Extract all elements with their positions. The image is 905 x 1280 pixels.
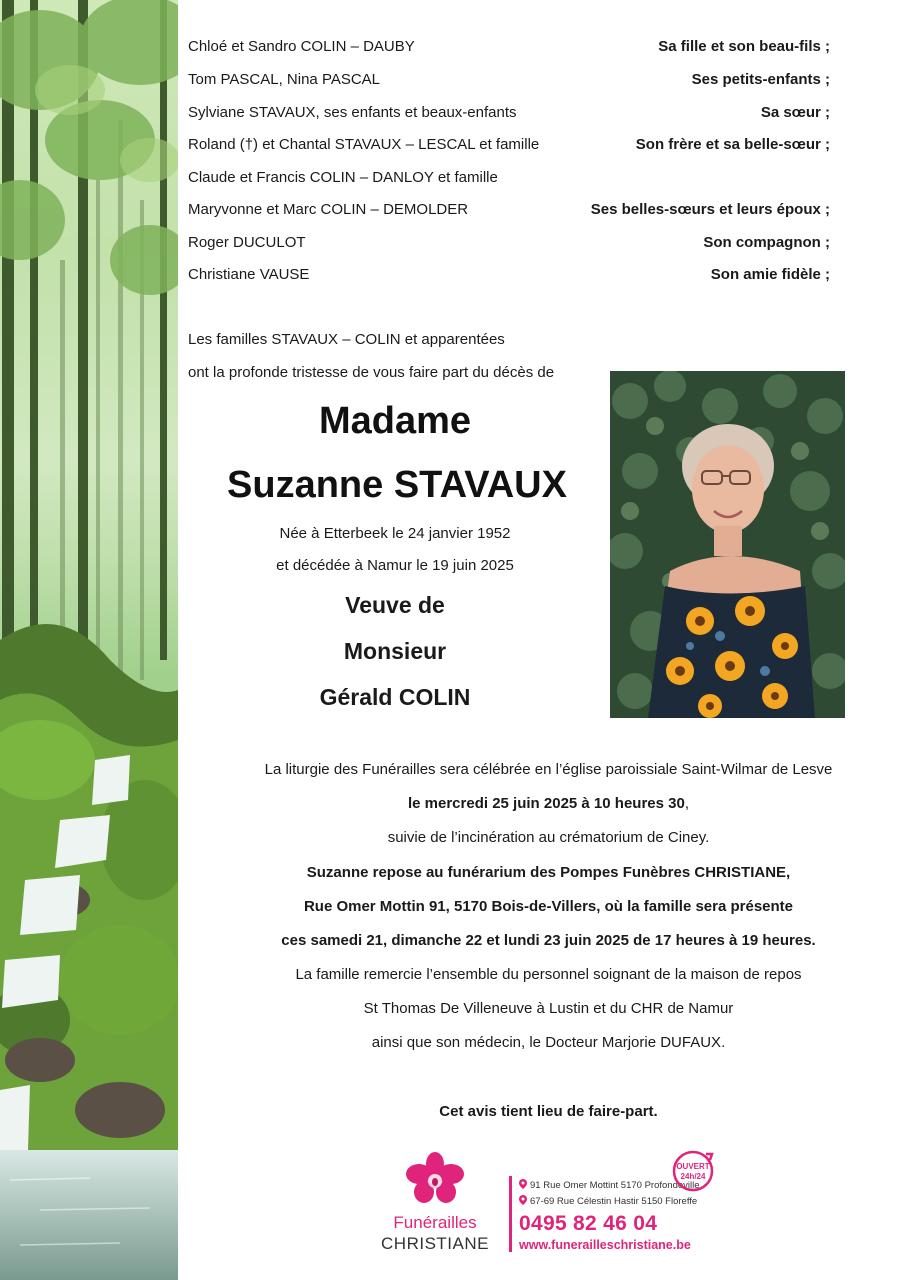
address-text: 67-69 Rue Célestin Hastir 5150 Floreffe [530,1196,698,1207]
ceremony-line: ces samedi 21, dimanche 22 et lundi 23 juin 2025 de 17 heures à 19 heures. [281,932,816,949]
funeral-home-name: CHRISTIANE [381,1234,489,1253]
monsieur-label: Monsieur [343,638,447,664]
badge-text: OUVERT [676,1162,710,1171]
phone-number[interactable]: 0495 82 46 04 [519,1212,658,1235]
ceremony-date-line [200,795,897,812]
family-member-name: Claude et Francis COLIN – DANLOY et famille [188,169,498,186]
family-row [188,234,830,256]
spouse-name: Gérald COLIN [319,684,471,710]
family-row [188,71,830,93]
address-line [519,1195,697,1207]
open-24h-badge-icon [670,1148,716,1194]
deceased-name: Suzanne STAVAUX [227,464,567,506]
thanks-line: ainsi que son médecin, le Docteur Marjorie DUFAUX. [371,1034,726,1051]
family-relation: Son frère et sa belle-sœur ; [635,136,830,153]
deceased-portrait-photo [610,371,845,718]
family-member-name: Maryvonne et Marc COLIN – DEMOLDER [188,201,469,218]
family-relation: Son compagnon ; [703,234,830,251]
orchid-logo-icon [405,1152,465,1204]
funeral-home-name: Funérailles [393,1213,477,1232]
location-pin-icon [519,1179,527,1189]
ceremony-line: La liturgie des Funérailles sera célébrée en l’église paroissiale Saint-Wilmar de Lesve [264,761,833,778]
family-relation: Sa fille et son beau-fils ; [658,38,830,55]
family-row [188,266,830,288]
address-text: 91 Rue Omer Mottint 5170 Profondeville [530,1180,700,1191]
contact-divider [509,1176,512,1252]
widow-of-label: Veuve de [345,592,445,618]
family-member-name: Roger DUCULOT [188,234,306,251]
family-relation: Ses petits-enfants ; [691,71,830,88]
family-relation: Ses belles-sœurs et leurs époux ; [590,201,830,218]
closing-line: Cet avis tient lieu de faire-part. [439,1103,658,1120]
family-row [188,169,830,191]
ceremony-line: Suzanne repose au funérarium des Pompes Funèbres CHRISTIANE, [306,864,791,881]
ceremony-line: Rue Omer Mottin 91, 5170 Bois-de-Villers, où la famille sera présente [303,898,794,915]
family-member-name: Chloé et Sandro COLIN – DAUBY [188,38,415,55]
death-line: et décédée à Namur le 19 juin 2025 [276,557,514,574]
family-row [188,136,830,158]
family-row [188,104,830,126]
family-row [188,201,830,223]
ceremony-date: le mercredi 25 juin 2025 à 10 heures 30 [407,795,685,812]
location-pin-icon [519,1195,527,1205]
thanks-line: St Thomas De Villeneuve à Lustin et du CHR de Namur [363,1000,734,1017]
intro-line: Les familles STAVAUX – COLIN et apparentées [188,331,505,348]
deceased-title: Madame [318,400,472,442]
birth-line: Née à Etterbeek le 24 janvier 1952 [279,525,511,542]
family-member-name: Christiane VAUSE [188,266,310,283]
family-member-name: Sylviane STAVAUX, ses enfants et beaux-enfants [188,104,517,121]
thanks-line: La famille remercie l’ensemble du personnel soignant de la maison de repos [295,966,802,983]
forest-stream-decoration [0,0,178,1280]
family-relation: Son amie fidèle ; [710,266,830,283]
website-link[interactable]: www.funerailleschristiane.be [519,1238,691,1252]
ceremony-line: suivie de l’incinération au crématorium de Ciney. [387,829,710,846]
ceremony-date-tail: , [684,795,689,812]
intro-line: ont la profonde tristesse de vous faire part du décès de [188,364,555,381]
family-member-name: Tom PASCAL, Nina PASCAL [188,71,381,88]
badge-text: 24h/24 [680,1172,706,1181]
family-row [188,38,830,60]
family-member-name: Roland (†) et Chantal STAVAUX – LESCAL et famille [188,136,540,153]
family-relation: Sa sœur ; [760,104,830,121]
